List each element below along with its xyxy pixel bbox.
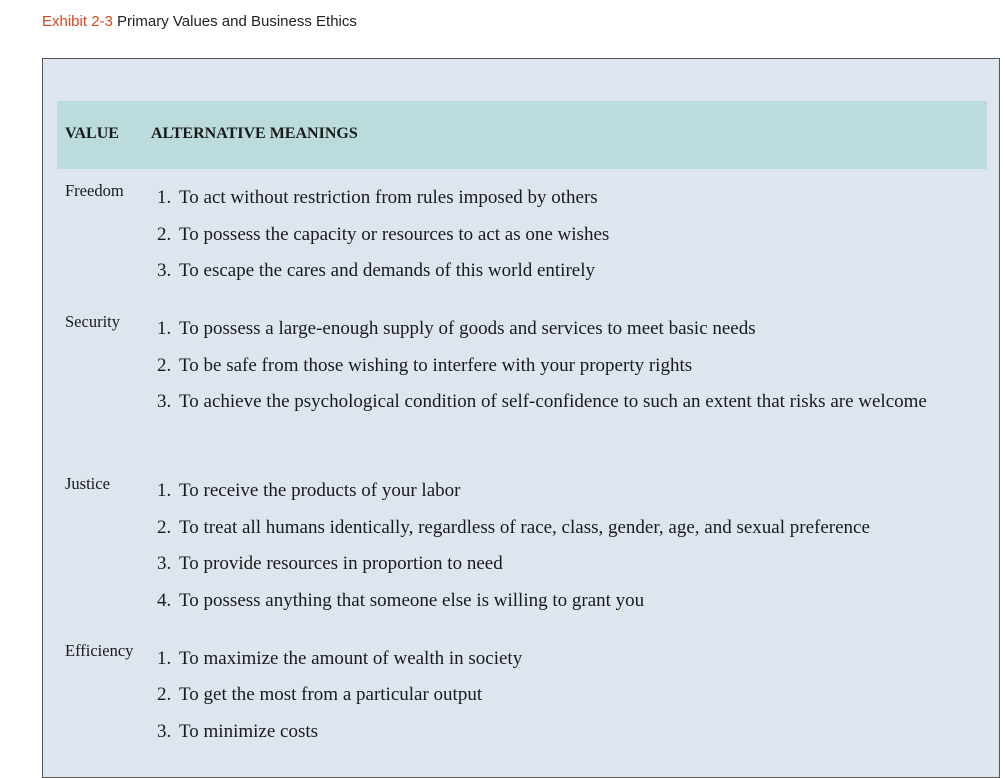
meaning-item — [157, 255, 987, 286]
meaning-number: 1. — [157, 318, 172, 339]
meaning-number: 3. — [157, 721, 172, 742]
meaning-text: To treat all humans identically, regardless of race, class, gender, age, and sexual preference — [179, 517, 870, 538]
meaning-text: To possess anything that someone else is willing to grant you — [179, 590, 645, 611]
value-freedom: Freedom — [65, 181, 124, 200]
header-value: VALUE — [65, 125, 119, 142]
meaning-number: 2. — [157, 684, 172, 705]
meaning-text: To receive the products of your labor — [179, 480, 461, 501]
meaning-item — [157, 716, 987, 747]
meaning-number: 2. — [157, 224, 172, 245]
meaning-number: 1. — [157, 480, 172, 501]
table-header — [57, 101, 987, 169]
meaning-number: 3. — [157, 553, 172, 574]
meaning-item — [157, 548, 987, 579]
exhibit-label: Exhibit 2-3 — [42, 13, 113, 30]
meaning-text: To be safe from those wishing to interfere with your property rights — [179, 355, 693, 376]
meaning-number: 2. — [157, 517, 172, 538]
meaning-item — [157, 350, 987, 381]
meaning-number: 3. — [157, 391, 172, 412]
meaning-item — [157, 182, 987, 213]
meaning-text: To minimize costs — [179, 721, 319, 742]
exhibit-title: Primary Values and Business Ethics — [117, 13, 357, 30]
meaning-number: 1. — [157, 187, 172, 208]
meaning-item — [157, 585, 987, 616]
meaning-number: 2. — [157, 355, 172, 376]
meaning-text: To possess the capacity or resources to act as one wishes — [179, 224, 610, 245]
meaning-text: To provide resources in proportion to need — [179, 553, 503, 574]
meaning-text: To achieve the psychological condition of self-confidence to such an extent that risks are welcome — [179, 391, 927, 412]
meaning-number: 4. — [157, 590, 172, 611]
value-justice: Justice — [65, 474, 110, 493]
meaning-item — [157, 475, 987, 506]
header-alternative-meanings: ALTERNATIVE MEANINGS — [151, 125, 358, 142]
value-efficiency: Efficiency — [65, 641, 134, 660]
meaning-item — [157, 679, 987, 710]
meaning-text: To maximize the amount of wealth in society — [179, 648, 523, 669]
exhibit-table — [42, 58, 1000, 778]
meaning-number: 3. — [157, 260, 172, 281]
value-security: Security — [65, 312, 120, 331]
meaning-text: To get the most from a particular output — [179, 684, 483, 705]
meaning-item — [157, 643, 987, 674]
meaning-text: To act without restriction from rules imposed by others — [179, 187, 598, 208]
meaning-item — [157, 386, 987, 417]
exhibit-caption — [42, 13, 357, 30]
meaning-item — [157, 219, 987, 250]
meaning-item — [157, 313, 987, 344]
meaning-number: 1. — [157, 648, 172, 669]
meaning-text: To possess a large-enough supply of goods and services to meet basic needs — [179, 318, 756, 339]
meaning-item — [157, 512, 987, 543]
meaning-text: To escape the cares and demands of this world entirely — [179, 260, 595, 281]
